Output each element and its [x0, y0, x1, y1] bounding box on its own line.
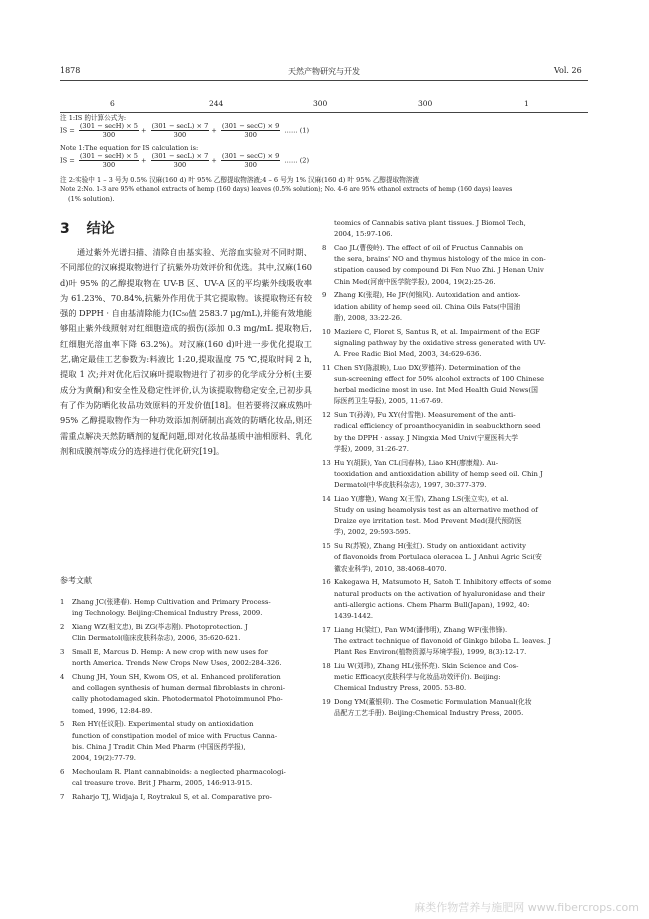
volume: Vol. 26	[554, 66, 582, 75]
reference-number: 10	[322, 327, 331, 336]
reference-line: The extract technique of flavonoid of Ginkgo biloba L. leaves. J	[334, 636, 551, 645]
conclusion-paragraph: 通过紫外光谱扫描、清除自由基实验、光溶血实验对不同时期、不同部位的汉麻提取物进行了抗紫外功效评价和优选。其中,汉麻(160 d)叶 95% 的乙醇提取物在 UV-B 区、UV-A 区的平均紫外线吸收率为 61.23%、70.84%,抗紫外作用优于其它提取物。该提取物还有较强的 DPPH · 自由基清除能力(IC₅₀值 2583.7 μg/mL),并能有效地能够阻止紫外线照射对红细胞造成的损伤(添加 0.3 mg/mL 提取物后,红细胞光溶血率下降 63.2%)。对汉麻(160 d)叶进一步优化提取工艺,确定最佳工艺参数为:料液比 1:20,提取温度 75 ℃,提取时间 2 h,提取 1 次;并对优化后汉麻叶提取物进行了初步的化学成分分析(主要成分为黄酮)和安全性及稳定性评价,认为该提取物稳定安全,已初步具有了作为防晒化妆品功效原料的开发价值[18]。但若要将汉麻成熟叶 95% 乙醇提取物作为一种功效添加剂研制出高效的防晒化妆品,则还需重点解决天然防晒剂的复配问题,即对化妆品基质中油相原料、乳化剂和成膜剂等成分的选择进行优化研究[19]。	[60, 247, 312, 456]
equation-2: IS = $\frac{(301 - \sec H) \times 5}{300}$ + $\frac{(301 - \sec L) \times 7}{300}$ + $\frac{(301 - \sec C) \times 9}{300}$ …… (2)	[60, 152, 310, 169]
reference-line: 品配方工艺手册). Beijing:Chemical Industry Press, 2005.	[334, 709, 524, 718]
note1-en: Note 1:The equation for IS calculation is:	[60, 144, 199, 152]
reference-line: cal treasure trove. Brit J Pharm, 2005, 146:913-915.	[72, 778, 253, 787]
eq-lhs: IS =	[60, 126, 75, 135]
note2-en: Note 2:No. 1-3 are 95% ethanol extracts of hemp (160 days) leaves (0.5% solution); No. 4-6 are 95% ethanol extracts of hemp (160 days) leaves	[60, 186, 513, 193]
equation-1: IS = $\frac{(301 - \sec H) \times 5}{300}$ + $\frac{(301 - \sec L) \times 7}{300}$ + $\frac{(301 - \sec C) \times 9}{300}$ …… (1)	[60, 122, 310, 139]
reference-line: 学), 2002, 29:593-595.	[334, 528, 411, 537]
reference-line: Chin Med(河南中医学院学报), 2004, 19(2):25-26.	[334, 277, 496, 286]
table-cell: 300	[418, 99, 433, 108]
reference-line: Dong YM(董银卯). The Cosmetic Formulation Manual(化妆	[334, 698, 532, 707]
reference-line: and collagen synthesis of human dermal fibroblasts in chroni-	[72, 684, 286, 693]
section-number: 3	[60, 221, 70, 237]
reference-line: Plant Res Environ(植物资源与环境学报), 1999, 8(3):12-17.	[334, 648, 527, 657]
reference-number: 11	[322, 363, 331, 372]
reference-line: Cao JL(曹俊岭). The effect of oil of Fructus Cannabis on	[334, 244, 524, 252]
reference-line: Mechoulam R. Plant cannabinoids: a neglected pharmacologi-	[72, 767, 286, 776]
reference-line: Sun T(孙涛), Fu XY(付雪艳). Measurement of the anti-	[334, 411, 516, 420]
note2-cn: 注 2:实验中 1 – 3 号为 0.5% 汉麻(160 d) 叶 95% 乙醇提取物溶液;4 – 6 号为 1% 汉麻(160 d) 叶 95% 乙醇提取物溶液	[60, 176, 419, 184]
reference-line: cally photodamaged skin. Photodermatol Photoimmunol Pho-	[72, 695, 283, 704]
header-rule	[60, 80, 588, 81]
reference-line: Maziere C, Floret S, Santus R, et al. Impairment of the EGF	[334, 327, 540, 336]
table-cell: 300	[313, 99, 328, 108]
reference-line: the sera, brains' NO and thymus histology of the mice in con-	[334, 255, 546, 264]
reference-line: idation ability of hemp seed oil. China Oils Fats(中国油	[334, 302, 521, 311]
reference-line: Liao Y(廖艳), Wang X(王雪), Zhang LS(张立实), et al.	[334, 494, 509, 503]
reference-line: A. Free Radic Biol Med, 2003, 34:629-636.	[334, 349, 482, 358]
reference-line: natural products on the activation of hyaluronidase and their	[334, 589, 545, 598]
reference-number: 12	[322, 411, 331, 420]
reference-line: by the DPPH · assay. J Ningxia Med Univ(宁夏医科大学	[334, 433, 518, 442]
eq1-tail: …… (1)	[284, 126, 310, 135]
reference-line: Xiang WZ(相文忠), Bi ZG(毕志刚). Photoprotection. J	[72, 623, 248, 631]
reference-line: Study on using heamolysis test as an alternative method of	[334, 505, 538, 514]
note2-en-cont: (1% solution).	[68, 195, 115, 203]
reference-number: 17	[322, 625, 331, 634]
reference-number: 8	[322, 244, 327, 252]
reference-line: Dermatol(中华皮肤科杂志), 1997, 30:377-379.	[334, 480, 487, 489]
reference-line: Chemical Industry Press, 2005. 53-80.	[334, 684, 467, 693]
watermark: 麻类作物营养与施肥网 www.fibercrops.com	[414, 901, 639, 914]
reference-number: 4	[60, 673, 65, 681]
reference-number: 16	[322, 578, 331, 587]
reference-line: radical efficiency of proanthocyanidin in seabuckthorn seed	[334, 422, 541, 431]
reference-line: 2004, 15:97-106.	[334, 230, 393, 239]
reference-line: 1439-1442.	[334, 611, 374, 620]
eq2-term-h: $\frac{(301 - \sec H) \times 5}{300}$	[79, 152, 138, 169]
reference-line: 徽农业科学), 2010, 38:4068-4070.	[334, 564, 447, 573]
reference-line: Raharjo TJ, Widjaja I, Roytrakul S, et al. Comparative pro-	[72, 792, 272, 801]
reference-number: 3	[60, 648, 65, 656]
reference-number: 19	[322, 698, 331, 707]
reference-line: ing Technology. Beijing:Chemical Industry Press, 2009.	[72, 609, 263, 618]
reference-line: herbal medicine most in use. Int Med Health Guid News(国	[334, 386, 538, 395]
table-bottom-rule	[60, 112, 588, 113]
reference-line: 学报), 2009, 31:26-27.	[334, 444, 409, 453]
eq1-term-c: $\frac{(301 - \sec C) \times 9}{300}$	[221, 122, 280, 139]
reference-line: Zhang K(张琨), He JF(何锦风). Autoxidation and antiox-	[334, 291, 521, 300]
reference-line: Liu W(刘玮), Zhang HL(张怀亮). Skin Science and Cos-	[334, 662, 519, 670]
reference-number: 15	[322, 542, 331, 551]
reference-number: 1	[60, 598, 65, 606]
reference-number: 18	[322, 662, 331, 670]
reference-line: Liang H(梁红), Pan WM(潘伟明), Zhang WF(张伟锋).	[334, 625, 508, 634]
table-cell: 1	[524, 99, 529, 108]
reference-line: 2004, 19(2):77-79.	[72, 753, 136, 762]
reference-line: signaling pathway by the oxidative stress generated with UV-	[334, 338, 546, 347]
reference-line: teomics of Cannabis sativa plant tissues. J Biomol Tech,	[334, 219, 526, 227]
reference-line: Small E, Marcus D. Hemp: A new crop with new uses for	[72, 648, 268, 656]
reference-line: 脂), 2008, 33:22-26.	[334, 313, 403, 322]
reference-line: Su R(苏锐), Zhang H(张红). Study on antioxidant activity	[334, 542, 526, 551]
references-heading: 参考文献	[60, 576, 92, 585]
reference-number: 9	[322, 291, 327, 300]
reference-number: 6	[60, 767, 65, 776]
reference-line: of flavonoids from Portulaca oleracea L. J Anhui Agric Sci(安	[334, 553, 542, 562]
table-cell: 244	[209, 99, 224, 108]
page-number: 1878	[60, 66, 81, 75]
reference-line: Draize eye irritation test. Mod Prevent Med(现代预防医	[334, 517, 522, 526]
reference-line: Clin Dermatol(临床皮肤科杂志), 2006, 35:620-621.	[72, 634, 241, 643]
eq-lhs: IS =	[60, 156, 75, 165]
reference-line: Ren HY(任议阳). Experimental study on antioxidation	[72, 720, 254, 729]
reference-line: metic Efficacy(皮肤科学与化妆品功效评价). Beijing:	[334, 673, 501, 682]
section-title: 结论	[86, 221, 115, 237]
reference-line: bis. China J Tradit Chin Med Pharm (中国医药学报),	[72, 742, 246, 751]
eq1-term-l: $\frac{(301 - \sec L) \times 7}{300}$	[151, 122, 209, 139]
reference-line: Kakegawa H, Matsumoto H, Satoh T. Inhibitory effects of some	[334, 578, 552, 587]
eq2-tail: …… (2)	[284, 156, 310, 165]
section-heading	[60, 218, 115, 238]
reference-line: tomed, 1996, 12:84-89.	[72, 706, 153, 715]
eq2-term-l: $\frac{(301 - \sec L) \times 7}{300}$	[151, 152, 209, 169]
note1-cn: 注 1:IS 的计算公式为:	[60, 114, 127, 122]
reference-line: north America. Trends New Crops New Uses, 2002:284-326.	[72, 659, 282, 668]
reference-line: tooxidation and antioxidation ability of hemp seed oil. Chin J	[334, 469, 543, 478]
reference-number: 7	[60, 792, 65, 801]
reference-number: 5	[60, 720, 65, 729]
reference-line: Hu Y(胡跃), Yan CL(闫春林), Liao KH(廖康煌). Au-	[334, 458, 499, 467]
eq2-term-c: $\frac{(301 - \sec C) \times 9}{300}$	[221, 152, 280, 169]
reference-line: function of constipation model of mice with Fructus Canna-	[72, 731, 278, 740]
reference-line: 际医药卫生导报), 2005, 11:67-69.	[334, 397, 443, 406]
reference-line: anti-allergic actions. Chem Pharm Bull(Japan), 1992, 40:	[334, 600, 530, 609]
reference-line: stipation caused by compound Di Fen Nuo Zhi. J Henan Univ	[334, 266, 544, 275]
reference-line: Zhang JC(张建春). Hemp Cultivation and Primary Process-	[72, 598, 271, 606]
reference-line: Chung JH, Youn SH, Kwom OS, et al. Enhanced proliferation	[72, 673, 281, 681]
reference-number: 13	[322, 458, 331, 467]
reference-number: 14	[322, 494, 331, 503]
reference-line: sun-screening effect for 50% alcohol extracts of 100 Chinese	[334, 374, 544, 383]
eq1-term-h: $\frac{(301 - \sec H) \times 5}{300}$	[79, 122, 138, 139]
reference-line: Chen SY(陈淑映), Luo DX(罗德祥). Determination of the	[334, 363, 521, 372]
journal-name: 天然产物研究与开发	[288, 67, 360, 76]
table-cell: 6	[110, 99, 115, 108]
reference-number: 2	[60, 623, 65, 631]
